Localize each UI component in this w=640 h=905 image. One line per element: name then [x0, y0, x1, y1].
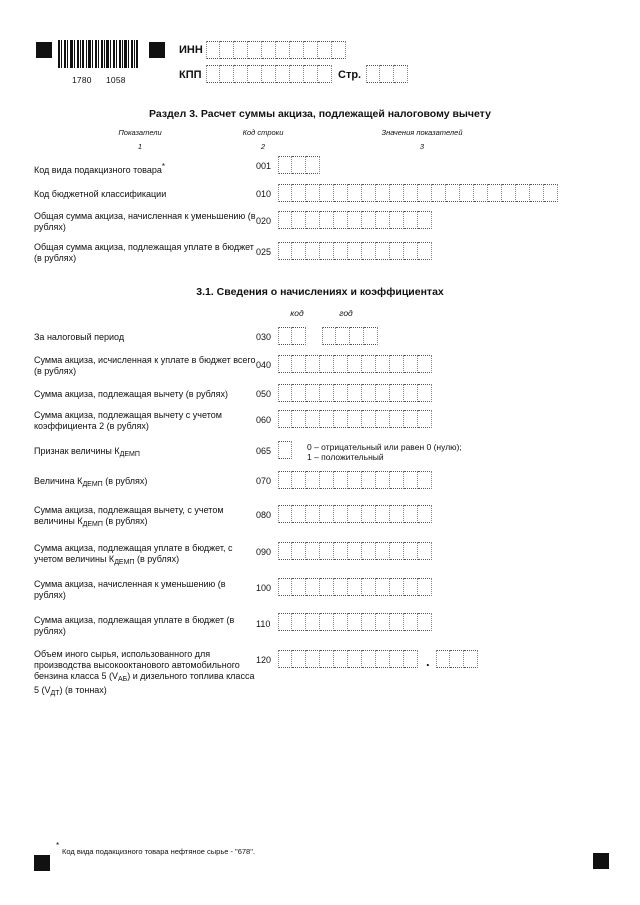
- row-120-integer-input[interactable]: [278, 650, 418, 668]
- row-065-legend: [307, 442, 462, 462]
- kpp-label: КПП: [179, 69, 202, 81]
- row-120-code: 120: [256, 655, 272, 665]
- row-120-label: Объем иного сырья, использованного для производства высокооктанового автомобильного бензина класса 5 $(V_{АБ})$ и дизельного топлива класса 5 $(V_{ДТ})$ (в тоннах): [34, 649, 255, 697]
- row-040-label: Сумма акциза, исчисленная к уплате в бюджет всего (в рублях): [34, 355, 256, 376]
- legend-line-1: 0 – отрицательный или равен 0 (нулю);: [307, 442, 462, 452]
- row-050-code: 050: [256, 389, 272, 399]
- row-120-decimal-point: .: [426, 654, 430, 669]
- column-header-code: Код строки: [242, 128, 284, 137]
- row-030-label: За налоговый период: [34, 332, 125, 342]
- footnote-text: Код вида подакцизного товара нефтяное сырье - "678".: [62, 847, 255, 856]
- row-110-input[interactable]: [278, 613, 432, 631]
- page-label: Стр.: [338, 69, 362, 81]
- row-100-input[interactable]: [278, 578, 432, 596]
- row-080-label: Сумма акциза, подлежащая вычету, с учетом величины $К_{ДЕМП}$ (в рублях): [34, 505, 224, 528]
- barcode-number-right: 1058: [106, 75, 126, 85]
- barcode-number-left: 1780: [72, 75, 92, 85]
- row-010-label: Код бюджетной классификации: [34, 189, 167, 199]
- row-025-code: 025: [256, 247, 272, 257]
- registration-marker-top-left: [36, 42, 52, 58]
- column-header-indicators: Показатели: [118, 128, 162, 137]
- column-header-values: Значения показателей: [381, 128, 463, 137]
- row-090-input[interactable]: [278, 542, 432, 560]
- column-header-god: год: [339, 308, 353, 318]
- row-120-fraction-input[interactable]: [436, 650, 478, 668]
- registration-marker-bottom-left: [34, 855, 50, 871]
- registration-marker-top-mid: [149, 42, 165, 58]
- row-030-code: 030: [256, 332, 272, 342]
- inn-label: ИНН: [179, 44, 203, 56]
- row-050-label: Сумма акциза, подлежащая вычету (в рублях): [34, 389, 228, 399]
- row-080-code: 080: [256, 510, 272, 520]
- column-number-2: 2: [260, 142, 266, 151]
- row-010-code: 010: [256, 189, 272, 199]
- row-020-code: 020: [256, 216, 272, 226]
- row-030-period-code-input[interactable]: [278, 327, 306, 345]
- row-040-input[interactable]: [278, 355, 432, 373]
- row-050-input[interactable]: [278, 384, 432, 402]
- row-090-code: 090: [256, 547, 272, 557]
- row-040-code: 040: [256, 360, 272, 370]
- row-001-code: 001: [256, 161, 272, 171]
- row-080-input[interactable]: [278, 505, 432, 523]
- row-065-label: Признак величины $К_{ДЕМП}$: [34, 446, 140, 458]
- row-025-label: Общая сумма акциза, подлежащая уплате в бюджет (в рублях): [34, 242, 254, 263]
- row-070-input[interactable]: [278, 471, 432, 489]
- column-number-1: 1: [137, 142, 143, 151]
- row-010-input[interactable]: [278, 184, 558, 202]
- page-number-field[interactable]: [366, 65, 408, 83]
- row-060-code: 060: [256, 415, 272, 425]
- footnote-mark: *: [56, 841, 60, 850]
- row-001-label: Код вида подакцизного товара*: [34, 162, 165, 175]
- row-001-input[interactable]: [278, 156, 320, 174]
- row-070-code: 070: [256, 476, 272, 486]
- row-060-label: Сумма акциза, подлежащая вычету с учетом коэффициента 2 (в рублях): [34, 410, 222, 431]
- row-065-code: 065: [256, 446, 272, 456]
- inn-field[interactable]: [206, 41, 346, 59]
- kpp-field[interactable]: [206, 65, 332, 83]
- row-070-label: Величина $К_{ДЕМП}$ (в рублях): [34, 476, 148, 488]
- row-030-year-input[interactable]: [322, 327, 378, 345]
- row-110-label: Сумма акциза, подлежащая уплате в бюджет (в рублях): [34, 615, 235, 636]
- row-020-input[interactable]: [278, 211, 432, 229]
- row-100-code: 100: [256, 583, 272, 593]
- row-100-label: Сумма акциза, начисленная к уменьшению (в рублях): [34, 579, 226, 600]
- legend-line-2: 1 – положительный: [307, 452, 384, 462]
- registration-marker-bottom-right: [593, 853, 609, 869]
- row-020-label: Общая сумма акциза, начисленная к уменьшению (в рублях): [34, 211, 256, 232]
- barcode: [58, 40, 138, 76]
- section-3-title: Раздел 3. Расчет суммы акциза, подлежащей налоговому вычету: [149, 108, 491, 120]
- row-060-input[interactable]: [278, 410, 432, 428]
- row-110-code: 110: [256, 619, 271, 629]
- section-3-1-title: 3.1. Сведения о начислениях и коэффициентах: [196, 286, 444, 298]
- column-number-3: 3: [419, 142, 425, 151]
- column-header-kod: код: [290, 308, 304, 318]
- row-090-label: Сумма акциза, подлежащая уплате в бюджет, с учетом величины $К_{ДЕМП}$ (в рублях): [34, 543, 233, 566]
- row-025-input[interactable]: [278, 242, 432, 260]
- row-065-input[interactable]: [278, 441, 292, 459]
